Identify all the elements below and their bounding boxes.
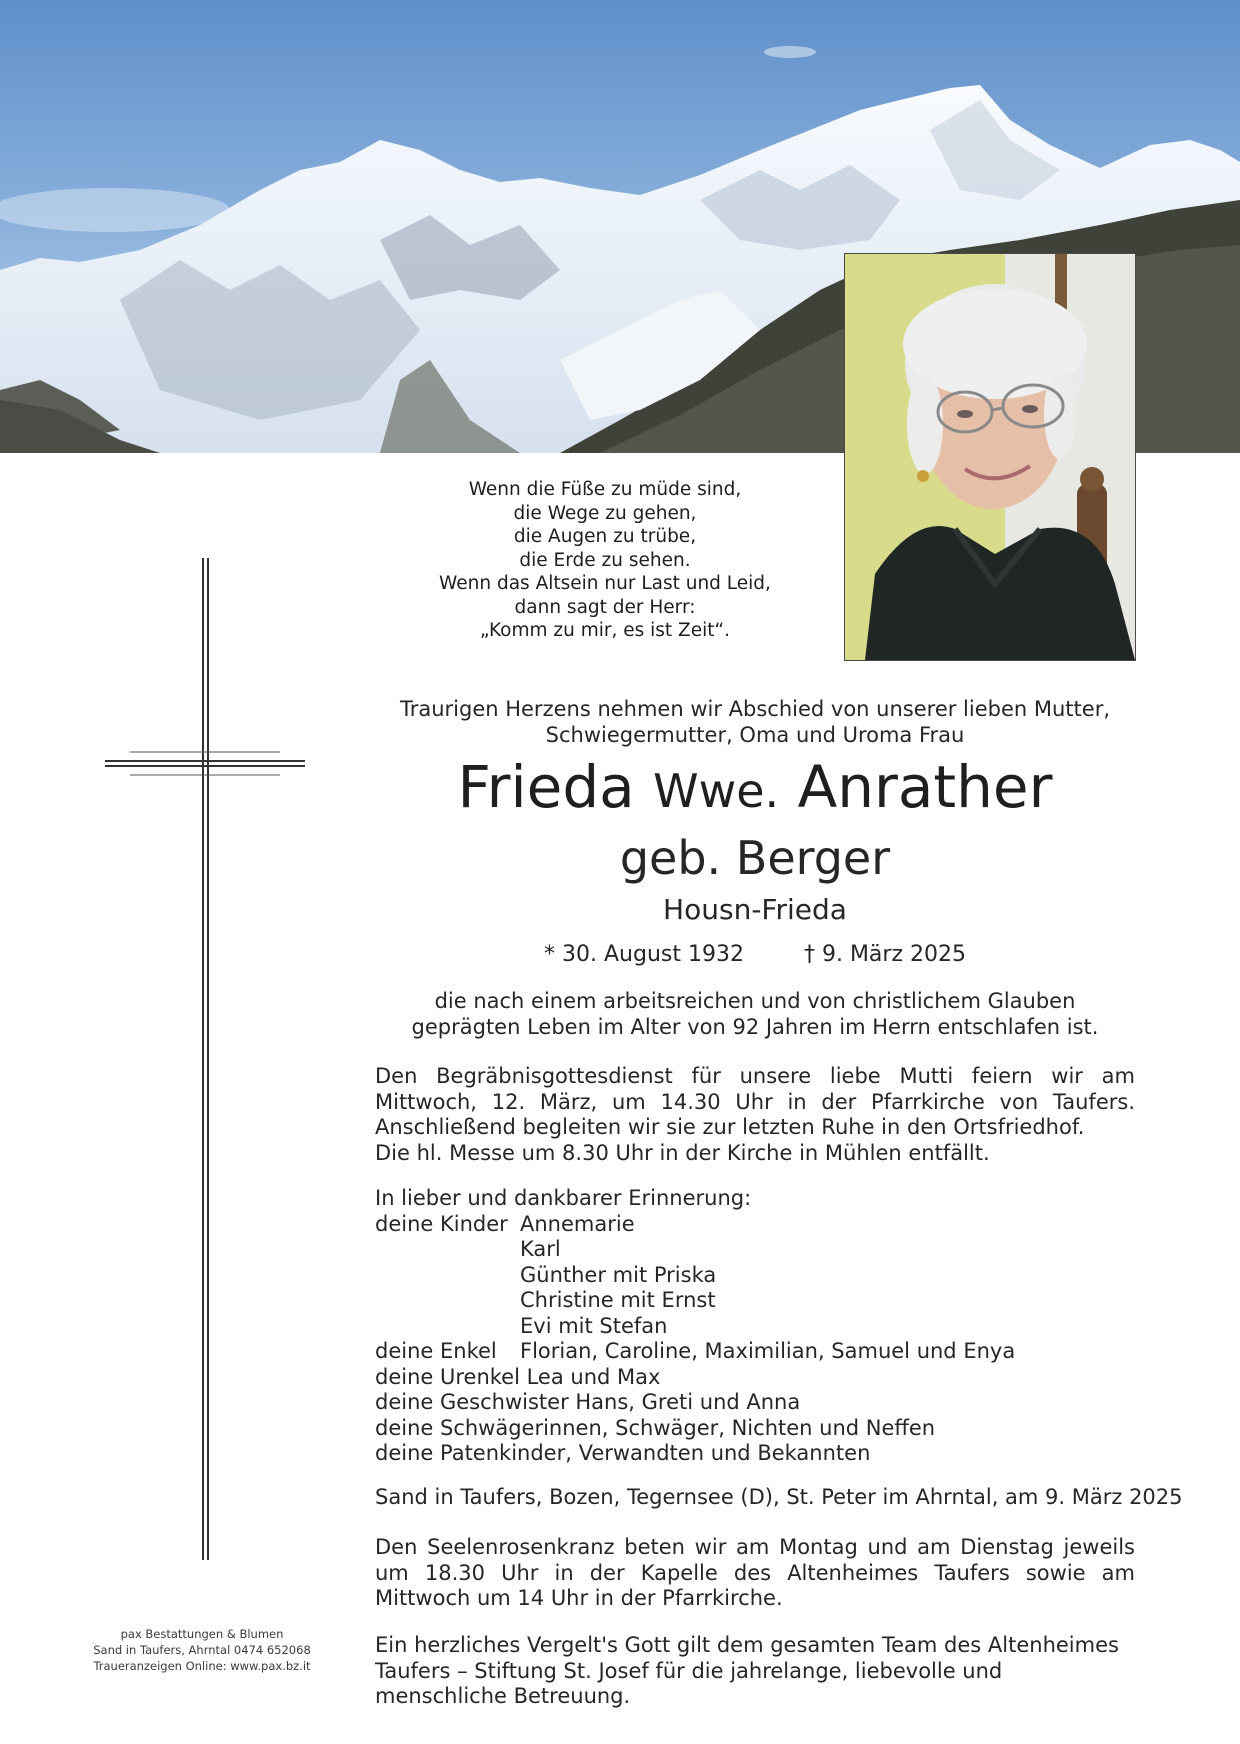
family-row — [375, 1339, 1135, 1365]
poem — [390, 478, 820, 643]
family-row — [375, 1314, 1135, 1340]
grandchildren-label: deine Enkel — [375, 1339, 497, 1363]
poem-line: „Komm zu mir, es ist Zeit“. — [480, 620, 730, 641]
faith-line: geprägten Leben im Alter von 92 Jahren im Herrn entschlafen ist. — [411, 1015, 1099, 1039]
faith-line: die nach einem arbeitsreichen und von christlichem Glauben — [434, 989, 1076, 1013]
undertaker-info — [72, 1626, 332, 1674]
service-paragraph: Den Begräbnisgottesdienst für unsere liebe Mutti feiern wir am Mittwoch, 12. März, um 14.30 Uhr in der Pfarrkirche von Taufers. Anschließend begleiten wir sie zur letzten Ruhe in den Ortsfriedhof. — [375, 1064, 1135, 1139]
birth-date: * 30. August 1932 — [544, 942, 744, 967]
poem-line: die Wege zu gehen, — [513, 502, 697, 524]
portrait-photo — [844, 253, 1136, 661]
death-date: † 9. März 2025 — [803, 942, 966, 967]
child-name: Evi mit Stefan — [520, 1313, 668, 1338]
funeral-service-text — [375, 1064, 1135, 1166]
deceased-name — [372, 752, 1138, 826]
family-row — [375, 1263, 1135, 1289]
child-name: Annemarie — [520, 1211, 635, 1236]
siblings: deine Geschwister Hans, Greti und Anna — [375, 1390, 801, 1414]
undertaker-line: Traueranzeigen Online: www.pax.bz.it — [93, 1659, 311, 1673]
child-name: Karl — [520, 1237, 561, 1261]
family-list — [375, 1186, 1135, 1467]
child-name: Günther mit Priska — [520, 1262, 717, 1287]
intro-text — [372, 696, 1138, 748]
intro-line: Traurigen Herzens nehmen wir Abschied von unserer lieben Mutter, — [399, 697, 1111, 721]
family-row — [375, 1212, 1135, 1238]
life-dates — [372, 941, 1138, 969]
in-laws: deine Schwägerinnen, Schwäger, Nichten und Neffen — [375, 1415, 936, 1440]
undertaker-line: Sand in Taufers, Ahrntal 0474 652068 — [93, 1643, 311, 1657]
mass-cancelled-note: Die hl. Messe um 8.30 Uhr in der Kirche in Mühlen entfällt. — [375, 1140, 990, 1165]
widow-title: Wwe. — [653, 764, 780, 818]
undertaker-line: pax Bestattungen & Blumen — [120, 1627, 284, 1641]
poem-line: Wenn die Füße zu müde sind, — [468, 479, 742, 500]
family-heading: In lieber und dankbarer Erinnerung: — [375, 1186, 752, 1210]
rosary-text: Den Seelenrosenkranz beten wir am Montag und am Dienstag jeweils um 18.30 Uhr in der Kapelle des Altenheimes Taufers sowie am Mittwoch um 14 Uhr in der Pfarrkirche. — [375, 1535, 1135, 1610]
first-name: Frieda — [457, 753, 635, 821]
grandchildren-names: Florian, Caroline, Maximilian, Samuel und Enya — [520, 1339, 1016, 1363]
place-date: Sand in Taufers, Bozen, Tegernsee (D), St. Peter im Ahrntal, am 9. März 2025 — [375, 1485, 1183, 1509]
nickname: Housn-Frieda — [663, 893, 847, 926]
poem-line: Wenn das Altsein nur Last und Leid, — [439, 573, 771, 594]
family-row — [375, 1288, 1135, 1314]
child-name: Christine mit Ernst — [520, 1288, 716, 1312]
poem-line: dann sagt der Herr: — [514, 596, 696, 618]
thanks-text: Ein herzliches Vergelt's Gott gilt dem gesamten Team des Altenheimes Taufers – Stiftung St. Josef für die jahrelange, liebevolle und menschliche Betreuung. — [375, 1633, 1119, 1708]
children-label: deine Kinder — [375, 1211, 508, 1236]
faith-text — [372, 988, 1138, 1040]
intro-line: Schwiegermutter, Oma und Uroma Frau — [545, 723, 965, 747]
godchildren: deine Patenkinder, Verwandten und Bekannten — [375, 1441, 871, 1465]
poem-line: die Augen zu trübe, — [513, 526, 697, 547]
family-row — [375, 1237, 1135, 1263]
maiden-name: geb. Berger — [619, 831, 891, 885]
poem-line: die Erde zu sehen. — [519, 549, 691, 571]
cross-icon — [100, 558, 310, 1560]
last-name: Anrather — [797, 753, 1053, 821]
great-grandchildren: deine Urenkel Lea und Max — [375, 1364, 661, 1389]
